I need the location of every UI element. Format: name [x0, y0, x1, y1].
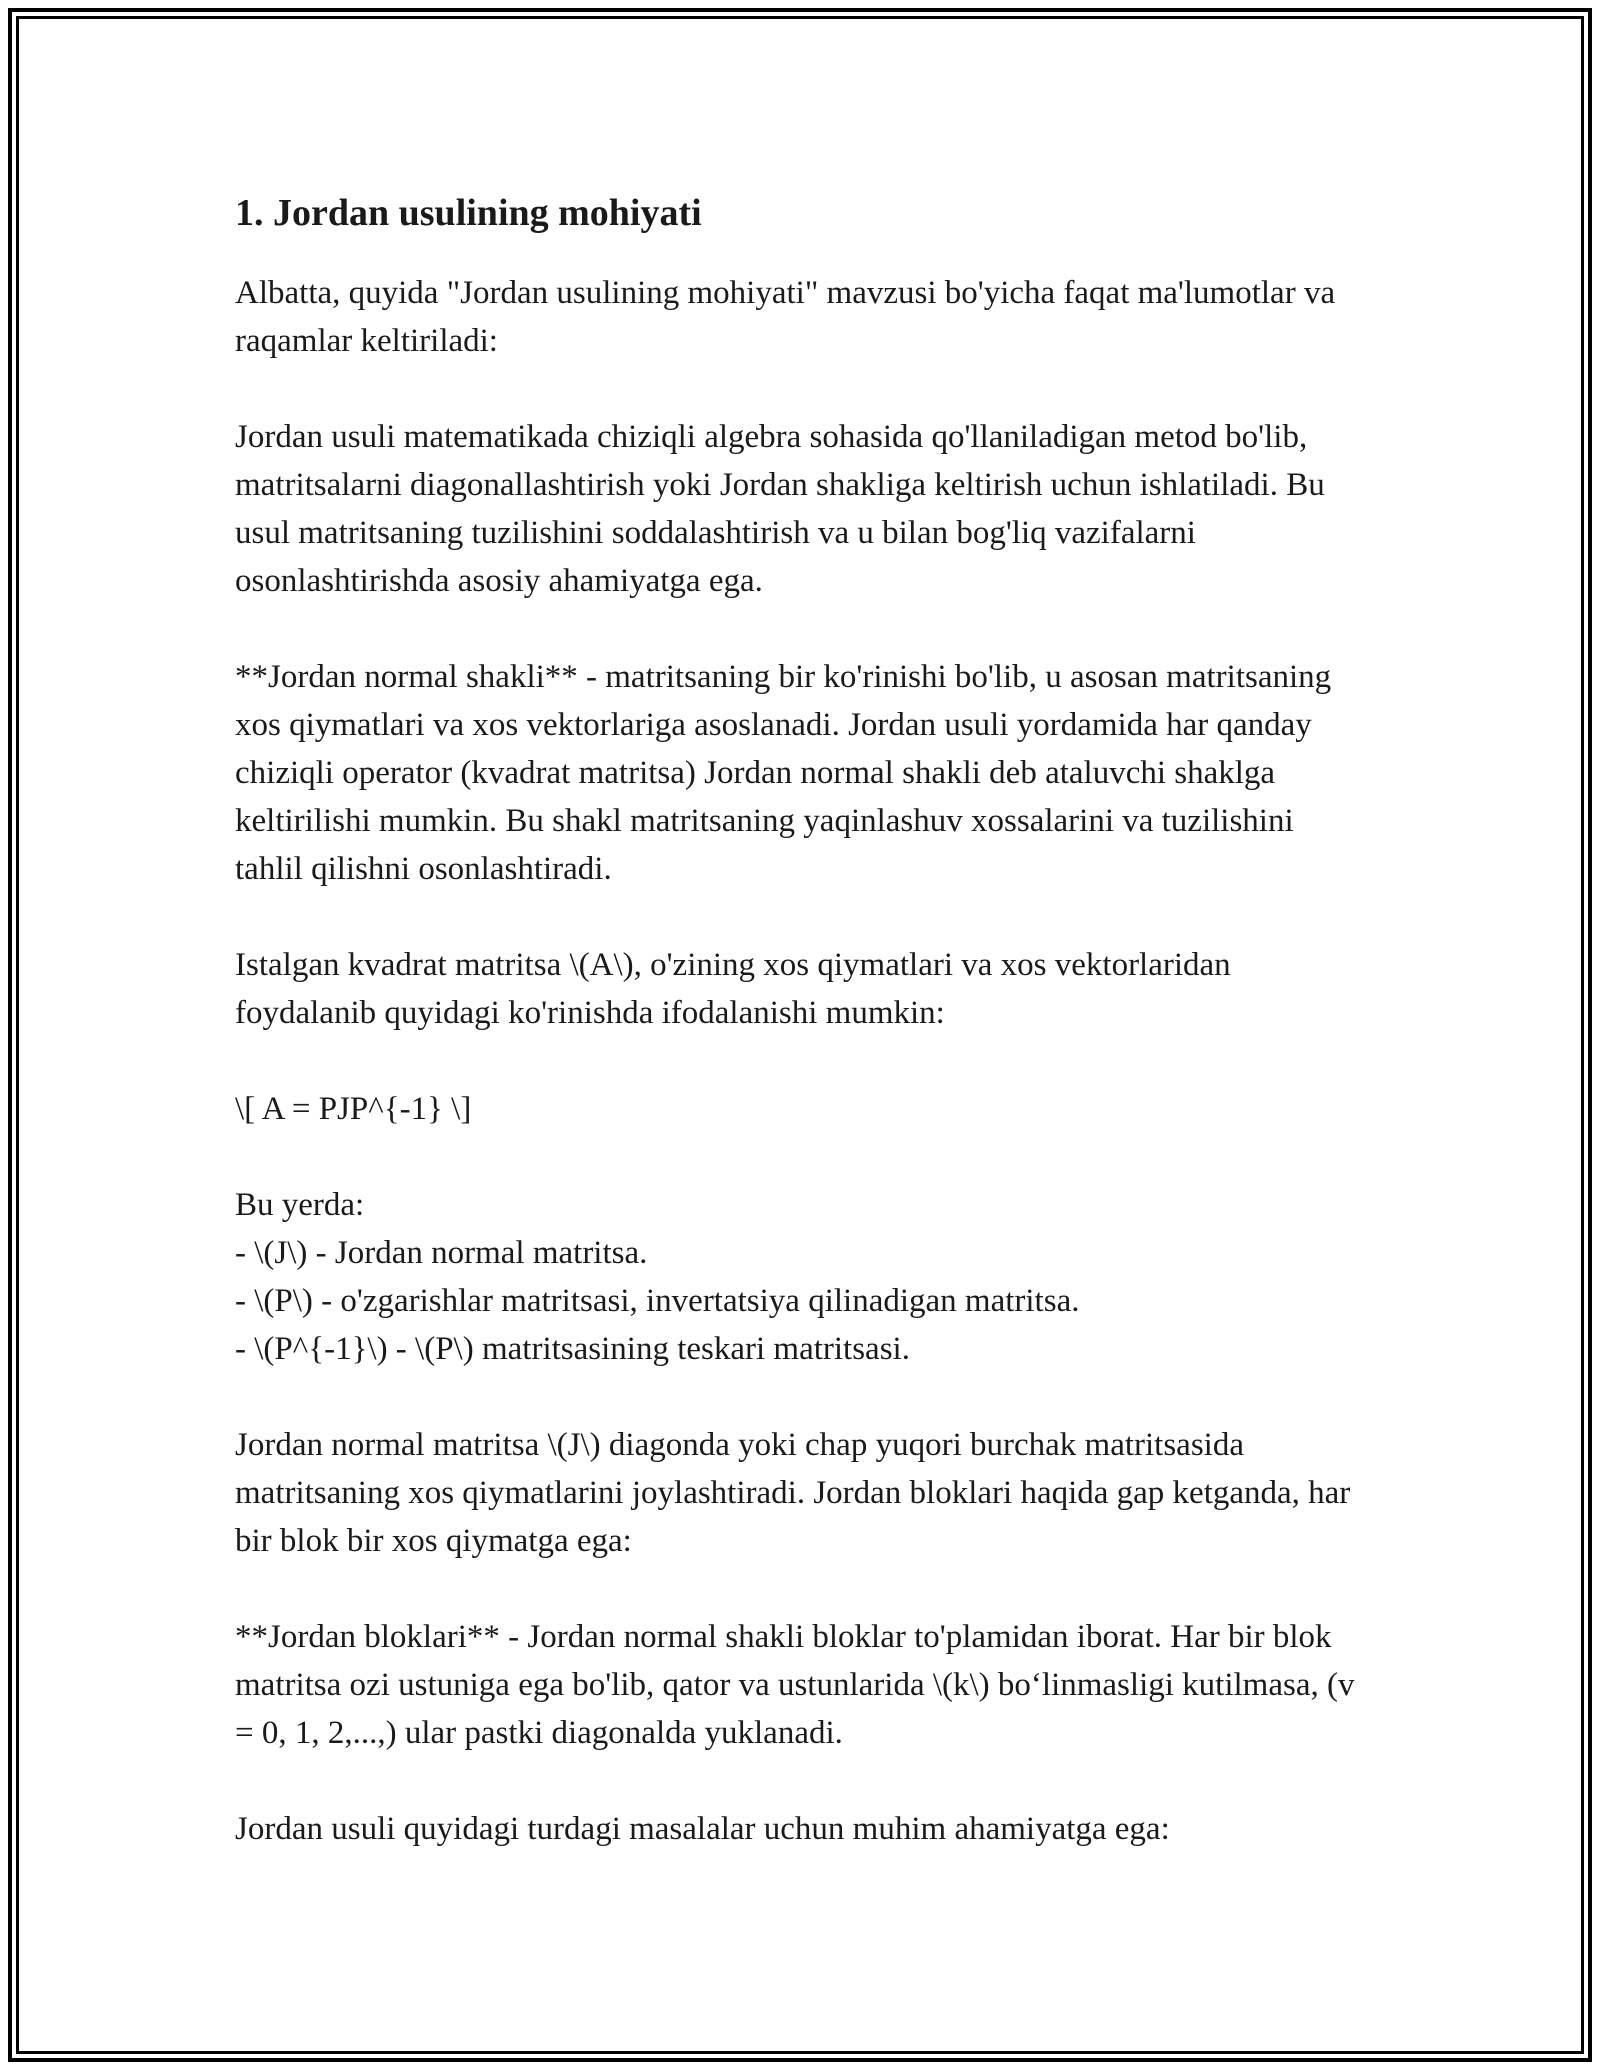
paragraph-3: Istalgan kvadrat matritsa \(A\), o'zining xos qiymatlari va xos vektorlaridan foydalanib quyidagi ko'rinishda ifodalanishi mumkin:: [235, 947, 1231, 1031]
list-item: - \(P\) - o'zgarishlar matritsasi, invertatsiya qilinadigan matritsa.: [235, 1283, 1080, 1319]
definition-list: [235, 1181, 1365, 1373]
intro-paragraph: Albatta, quyida "Jordan usulining mohiyati" mavzusi bo'yicha faqat ma'lumotlar va raqamlar keltiriladi:: [235, 275, 1336, 359]
paragraph-6: Jordan usuli quyidagi turdagi masalalar uchun muhim ahamiyatga ega:: [235, 1811, 1170, 1847]
paragraph-5: **Jordan bloklari** - Jordan normal shakli bloklar to'plamidan iborat. Har bir blok matritsa ozi ustuniga ega bo'lib, qator va ustunlarida \(k\) bo‘linmasligi kutilmasa, (v = 0, 1, 2,...,) ular pastki diagonalda yuklanadi.: [235, 1619, 1355, 1751]
list-item: - \(P^{-1}\) - \(P\) matritsasining teskari matritsasi.: [235, 1331, 910, 1367]
list-item: - \(J\) - Jordan normal matritsa.: [235, 1235, 648, 1271]
paragraph-4: Jordan normal matritsa \(J\) diagonda yoki chap yuqori burchak matritsasida matritsaning xos qiymatlarini joylashtiradi. Jordan bloklari haqida gap ketganda, har bir blok bir xos qiymatga ega:: [235, 1427, 1351, 1559]
paragraph-1: Jordan usuli matematikada chiziqli algebra sohasida qo'llaniladigan metod bo'lib, matritsalarni diagonallashtirish yoki Jordan shakliga keltirish uchun ishlatiladi. Bu usul matritsaning tuzilishini soddalashtirish va u bilan bog'liq vazifalarni osonlashtirishda asosiy ahamiyatga ega.: [235, 419, 1325, 599]
section-heading: 1. Jordan usulining mohiyati: [235, 192, 702, 234]
paragraph-2: **Jordan normal shakli** - matritsaning bir ko'rinishi bo'lib, u asosan matritsaning xos qiymatlari va xos vektorlariga asoslanadi. Jordan usuli yordamida har qanday chiziqli operator (kvadrat matritsa) Jordan normal shakli deb ataluvchi shaklga keltirilishi mumkin. Bu shakl matritsaning yaqinlashuv xossalarini va tuzilishini tahlil qilishni osonlashtiradi.: [235, 659, 1332, 887]
formula: \[ A = PJP^{-1} \]: [235, 1091, 472, 1127]
list-intro: Bu yerda:: [235, 1187, 365, 1223]
document-body: [235, 185, 1365, 1901]
